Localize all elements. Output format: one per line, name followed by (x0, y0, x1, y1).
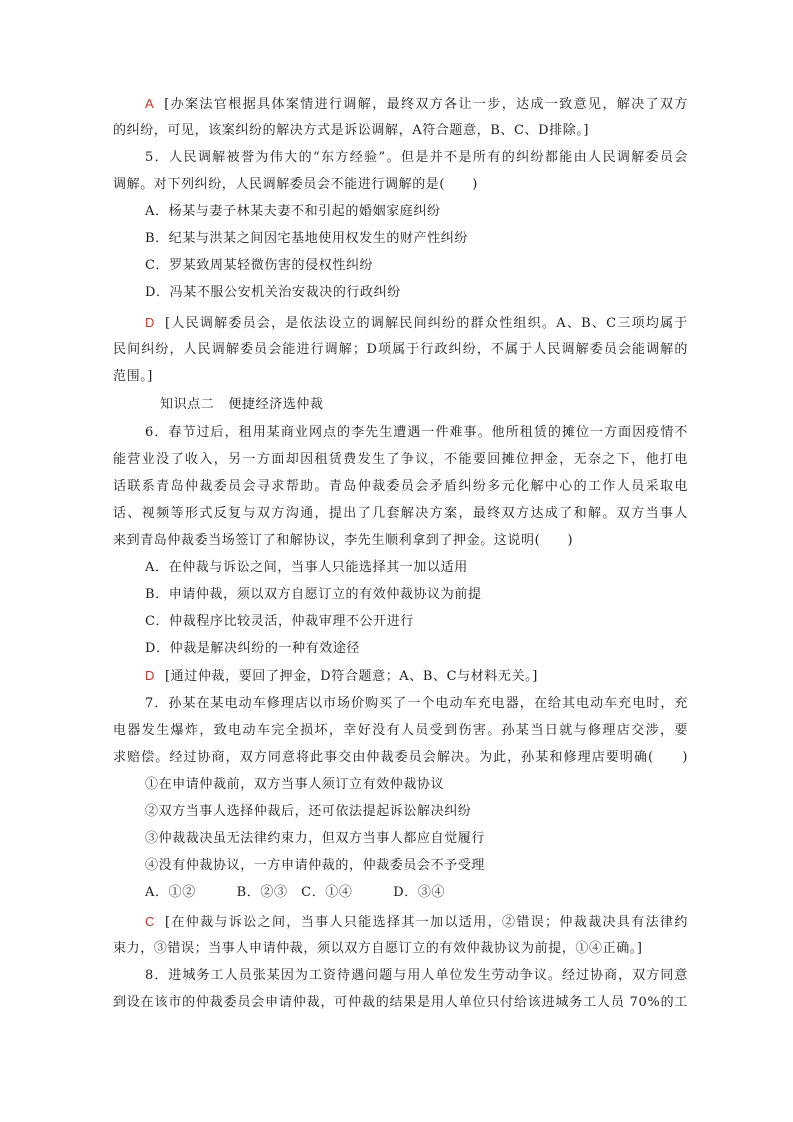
q4-explanation-line-1: A [办案法官根据具体案情进行调解，最终双方各让一步，达成一致意见，解决了双方 (145, 96, 688, 112)
q5-option-b: B．纪某与洪某之间因宅基地使用权发生的财产性纠纷 (145, 231, 468, 246)
q6-option-c: C．仲裁程序比较灵活，仲裁审理不公开进行 (145, 614, 414, 629)
q6-stem-line-2: 能营业没了收入，另一方面却因租赁费发生了争议，不能要回摊位押金，无奈之下，他打电 (113, 452, 688, 467)
q7-statement-1: ①在申请仲裁前，双方当事人须订立有效仲裁协议 (145, 777, 445, 792)
q6-option-a: A．在仲裁与诉讼之间，当事人只能选择其一加以适用 (145, 560, 468, 575)
q5-option-c: C．罗某致周某轻微伤害的侵权性纠纷 (145, 258, 374, 273)
q7-explanation-line-1: C [在仲裁与诉讼之间，当事人只能选择其一加以适用，②错误；仲裁裁决具有法律约 (145, 914, 688, 930)
q7-stem-line-1: 7．孙某在某电动车修理店以市场价购买了一个电动车充电器，在给其电动车充电时，充 (145, 696, 688, 711)
q5-explanation-line-1: D [人民调解委员会，是依法设立的调解民间纠纷的群众性组织。A、B、C三项均属于 (145, 315, 688, 331)
q5-answer-letter: D (145, 315, 155, 330)
section-heading (160, 395, 688, 415)
q4-explanation-line-2: 的纠纷，可见，该案纠纷的解决方式是诉讼调解，A符合题意，B、C、D排除。] (113, 123, 590, 138)
q7-statement-3: ③仲裁裁决虽无法律约束力，但双方当事人都应自觉履行 (145, 831, 486, 846)
q8-stem-line-2: 到设在该市的仲裁委员会申请仲裁，可仲裁的结果是用人单位只付给该进城务工人员 70%的工 (113, 995, 688, 1010)
q5-stem-line-1: 5．人民调解被誉为伟大的“东方经验”。但是并不是所有的纠纷都能由人民调解委员会 (145, 150, 688, 165)
q7-statement-4: ④没有仲裁协议，一方申请仲裁的，仲裁委员会不予受理 (145, 858, 486, 873)
q7-statement-2: ②双方当事人选择仲裁后，还可依法提起诉讼解决纠纷 (145, 804, 472, 819)
q6-option-b: B．申请仲裁，须以双方自愿订立的有效仲裁协议为前提 (145, 587, 482, 602)
q4-answer-letter: A (145, 96, 155, 111)
q5-explanation-line-3: 范围。] (113, 369, 153, 384)
q5-explanation-line-2: 民间纠纷，人民调解委员会能进行调解；D项属于行政纠纷，不属于人民调解委员会能调解的 (113, 342, 688, 357)
section-number: 知识点二 (160, 397, 215, 412)
q6-stem-line-3: 话联系青岛仲裁委员会寻求帮助。青岛仲裁委员会矛盾纠纷多元化解中心的工作人员采取电 (113, 479, 688, 494)
q6-stem-line-4: 话、视频等形式反复与双方沟通，提出了几套解决方案，最终双方达成了和解。双方当事人 (113, 506, 688, 521)
q5-stem-line-2: 调解。对下列纠纷，人民调解委员会不能进行调解的是( ) (113, 177, 478, 192)
q6-stem-line-5: 来到青岛仲裁委当场签订了和解协议，李先生顺利拿到了押金。这说明( ) (113, 533, 574, 548)
q6-explanation-line-1: D [通过仲裁，要回了押金，D符合题意；A、B、C与材料无关。] (145, 668, 538, 684)
q6-answer-letter: D (145, 668, 155, 683)
q5-option-a: A．杨某与妻子林某夫妻不和引起的婚姻家庭纠纷 (145, 204, 441, 219)
q7-choices: A．①② B．②③ C．①④ D．③④ (145, 885, 446, 900)
q5-option-d: D．冯某不服公安机关治安裁决的行政纠纷 (145, 285, 401, 300)
q7-stem-line-2: 电器发生爆炸，致电动车完全损坏，幸好没有人员受到伤害。孙某当日就与修理店交涉，要 (113, 723, 688, 738)
q8-stem-line-1: 8．进城务工人员张某因为工资待遇问题与用人单位发生劳动争议。经过协商，双方同意 (145, 968, 688, 983)
q7-stem-line-3: 求赔偿。经过协商，双方同意将此事交由仲裁委员会解决。为此，孙某和修理店要明确( ) (113, 750, 688, 765)
q7-explanation-line-2: 束力，③错误；当事人申请仲裁，须以双方自愿订立的有效仲裁协议为前提，①④正确。] (113, 941, 643, 956)
section-title: 便捷经济选仲裁 (228, 397, 324, 412)
q7-answer-letter: C (145, 914, 155, 929)
q6-option-d: D．仲裁是解决纠纷的一种有效途径 (145, 641, 361, 656)
q6-stem-line-1: 6．春节过后，租用某商业网点的李先生遭遇一件难事。他所租赁的摊位一方面因疫情不 (145, 425, 688, 440)
